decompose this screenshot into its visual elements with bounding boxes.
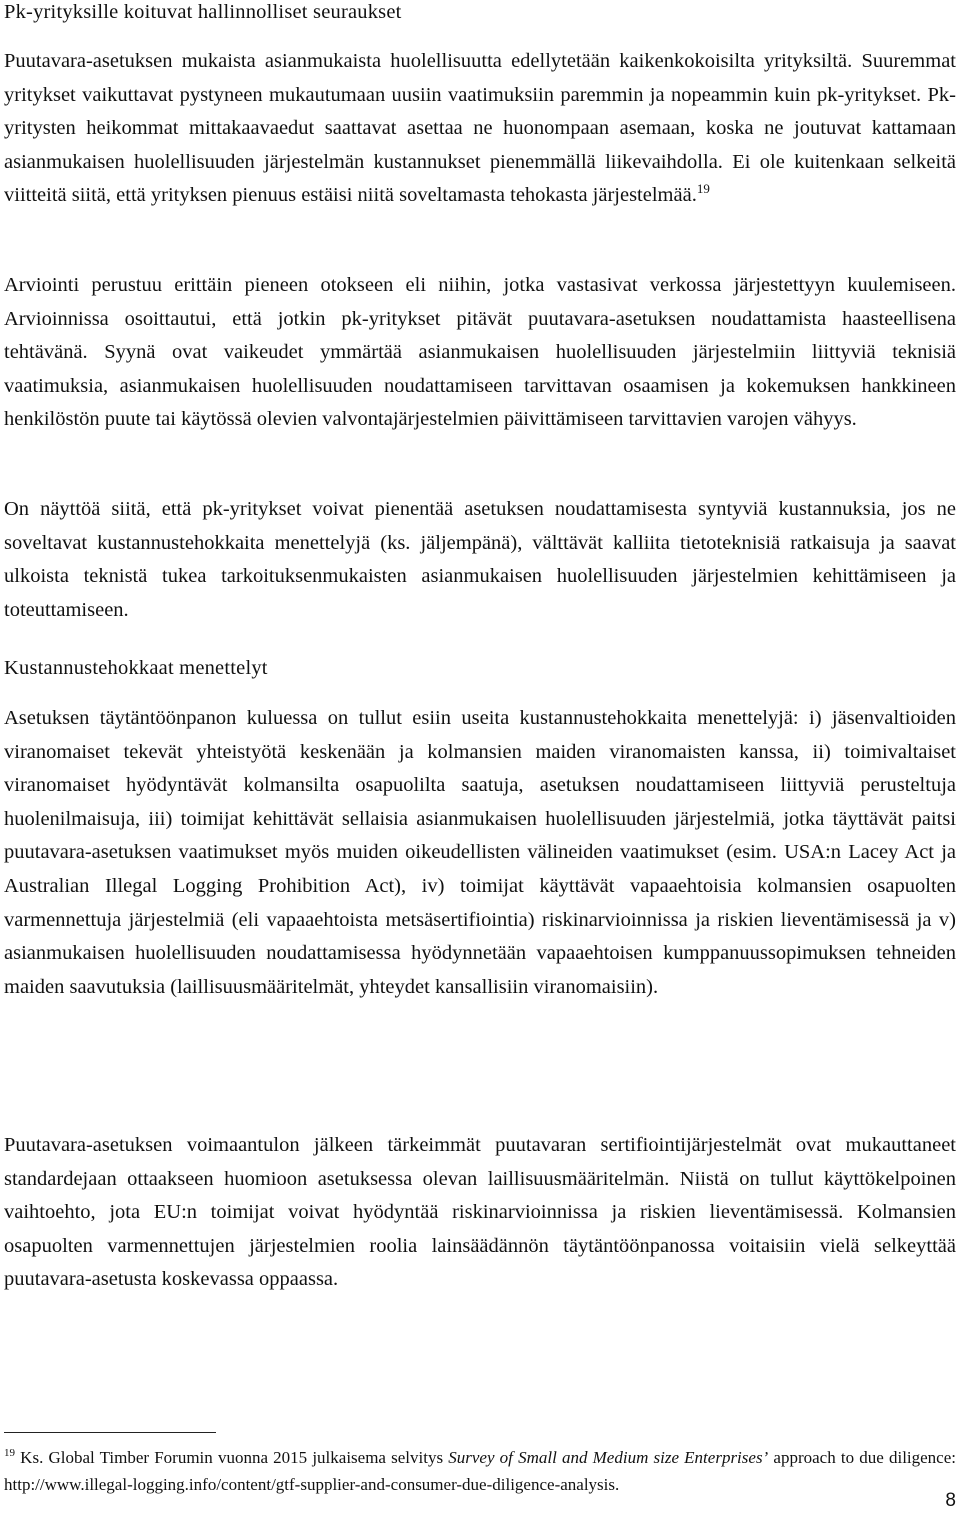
footnote-19 bbox=[4, 1444, 956, 1498]
section-heading-administrative-consequences: Pk-yrityksille koituvat hallinnolliset seuraukset bbox=[4, 1, 402, 23]
section-heading-cost-effective-procedures: Kustannustehokkaat menettelyt bbox=[4, 657, 268, 679]
paragraph-cost-reduction-evidence: On näyttöä siitä, että pk-yritykset voivat pienentää asetuksen noudattamisesta syntyviä kustannuksia, jos ne soveltavat kustannustehokkaita menettelyjä (ks. jäljempänä), välttävät kalliita tietoteknisiä ratkaisuja ja saavat ulkoista teknistä tukea tarkoituksenmukaisten asianmukaisen huolellisuuden järjestelmien kehittämiseen ja toteuttamiseen. bbox=[4, 498, 956, 621]
footnote-separator bbox=[4, 1432, 216, 1433]
footnote-reference[interactable]: 19 bbox=[696, 181, 710, 197]
paragraph-sme-requirements bbox=[4, 45, 956, 213]
paragraph-certification-schemes: Puutavara-asetuksen voimaantulon jälkeen tärkeimmät puutavaran sertifiointijärjestelmät ovat mukauttaneet standardejaan ottaakseen huomioon asetuksessa olevan laillisuusmääritelmän. Niistä on tullut käyttökelpoinen vaihtoehto, jota EU:n toimijat voivat hyödyntää riskinarvioinnissa ja riskien lieventämisessä. Kolmansien osapuolten varmennettujen järjestelmien roolia lainsäädännön täytäntöönpanossa voitaisiin vielä selkeyttää puutavara-asetusta koskevassa oppaassa. bbox=[4, 1134, 956, 1291]
paragraph-assessment: Arviointi perustuu erittäin pieneen otokseen eli niihin, jotka vastasivat verkossa järjestettyyn kuulemiseen. Arvioinnissa osoittautui, että jotkin pk-yritykset pitävät puutavara-asetuksen noudattamista haasteellisena tehtävänä. Syynä ovat vaikeudet ymmärtää asianmukaisen huolellisuuden järjestelmiin liittyviä teknisiä vaatimuksia, asianmukaisen huolellisuuden noudattamiseen tarvittavan osaamisen ja kokemuksen hankkineen henkilöstön puute tai käytössä olevien valvontajärjestelmien päivittämiseen tarvittavien varojen vähyys. bbox=[4, 274, 956, 431]
paragraph-cost-effective-procedures: Asetuksen täytäntöönpanon kuluessa on tullut esiin useita kustannustehokkaita menettelyjä: i) jäsenvaltioiden viranomaiset tekevät yhteistyötä keskenään ja kolmansien maiden viranomaisten kanssa, ii) toimivaltaiset viranomaiset hyödyntävät kolmansilta osapuolilta saatuja, asetuksen noudattamiseen liittyviä perusteltuja huolenilmaisuja, iii) toimijat kehittävät sellaisia asianmukaisen huolellisuuden järjestelmiä, jotka täyttävät paitsi puutavara-asetuksen vaatimukset myös muiden oikeudellisten välineiden vaatimukset (esim. USA:n Lacey Act ja Australian Illegal Logging Prohibition Act), iv) toimijat käyttävät vapaaehtoisia kolmansien osapuolten varmennettuja järjestelmiä (eli vapaaehtoista metsäsertifiointia) riskinarvioinnissa ja riskien lieventämisessä ja v) asianmukaisen huolellisuuden noudattamisessa hyödynnetään vapaaehtoisen kumppanuussopimuksen tehneiden maiden saavutuksia (laillisuusmääritelmät, yhteydet kansallisiin viranomaisiin). bbox=[4, 707, 956, 998]
paragraph-text: Puutavara-asetuksen mukaista asianmukaista huolellisuutta edellytetään kaikenkokoisilta yrityksiltä. Suuremmat yritykset vaikuttavat pystyneen mukautumaan uusiin vaatimuksiin paremmin ja nopeammin kuin pk-yritykset. Pk-yritysten heikommat mittakaavaedut saattavat asettaa ne huonompaan asemaan, koska ne joutuvat kattamaan asianmukaisen huolellisuuden järjestelmän kustannukset pienemmällä liikevaihdolla. Ei ole kuitenkaan selkeitä viitteitä siitä, että yrityksen pienuus estäisi niitä soveltamasta tehokasta järjestelmää. bbox=[4, 50, 956, 207]
footnote-text-after: approach to due diligence: http://www.illegal-logging.info/content/gtf-supplier-and-consumer-due-diligence-analysis. bbox=[4, 1448, 957, 1494]
footnote-survey-title: Survey of Small and Medium size Enterprises’ bbox=[448, 1448, 769, 1467]
footnote-number: 19 bbox=[4, 1447, 15, 1459]
footnote-text-before: Ks. Global Timber Forumin vuonna 2015 julkaisema selvitys bbox=[20, 1448, 449, 1467]
page-number: 8 bbox=[945, 1490, 956, 1511]
